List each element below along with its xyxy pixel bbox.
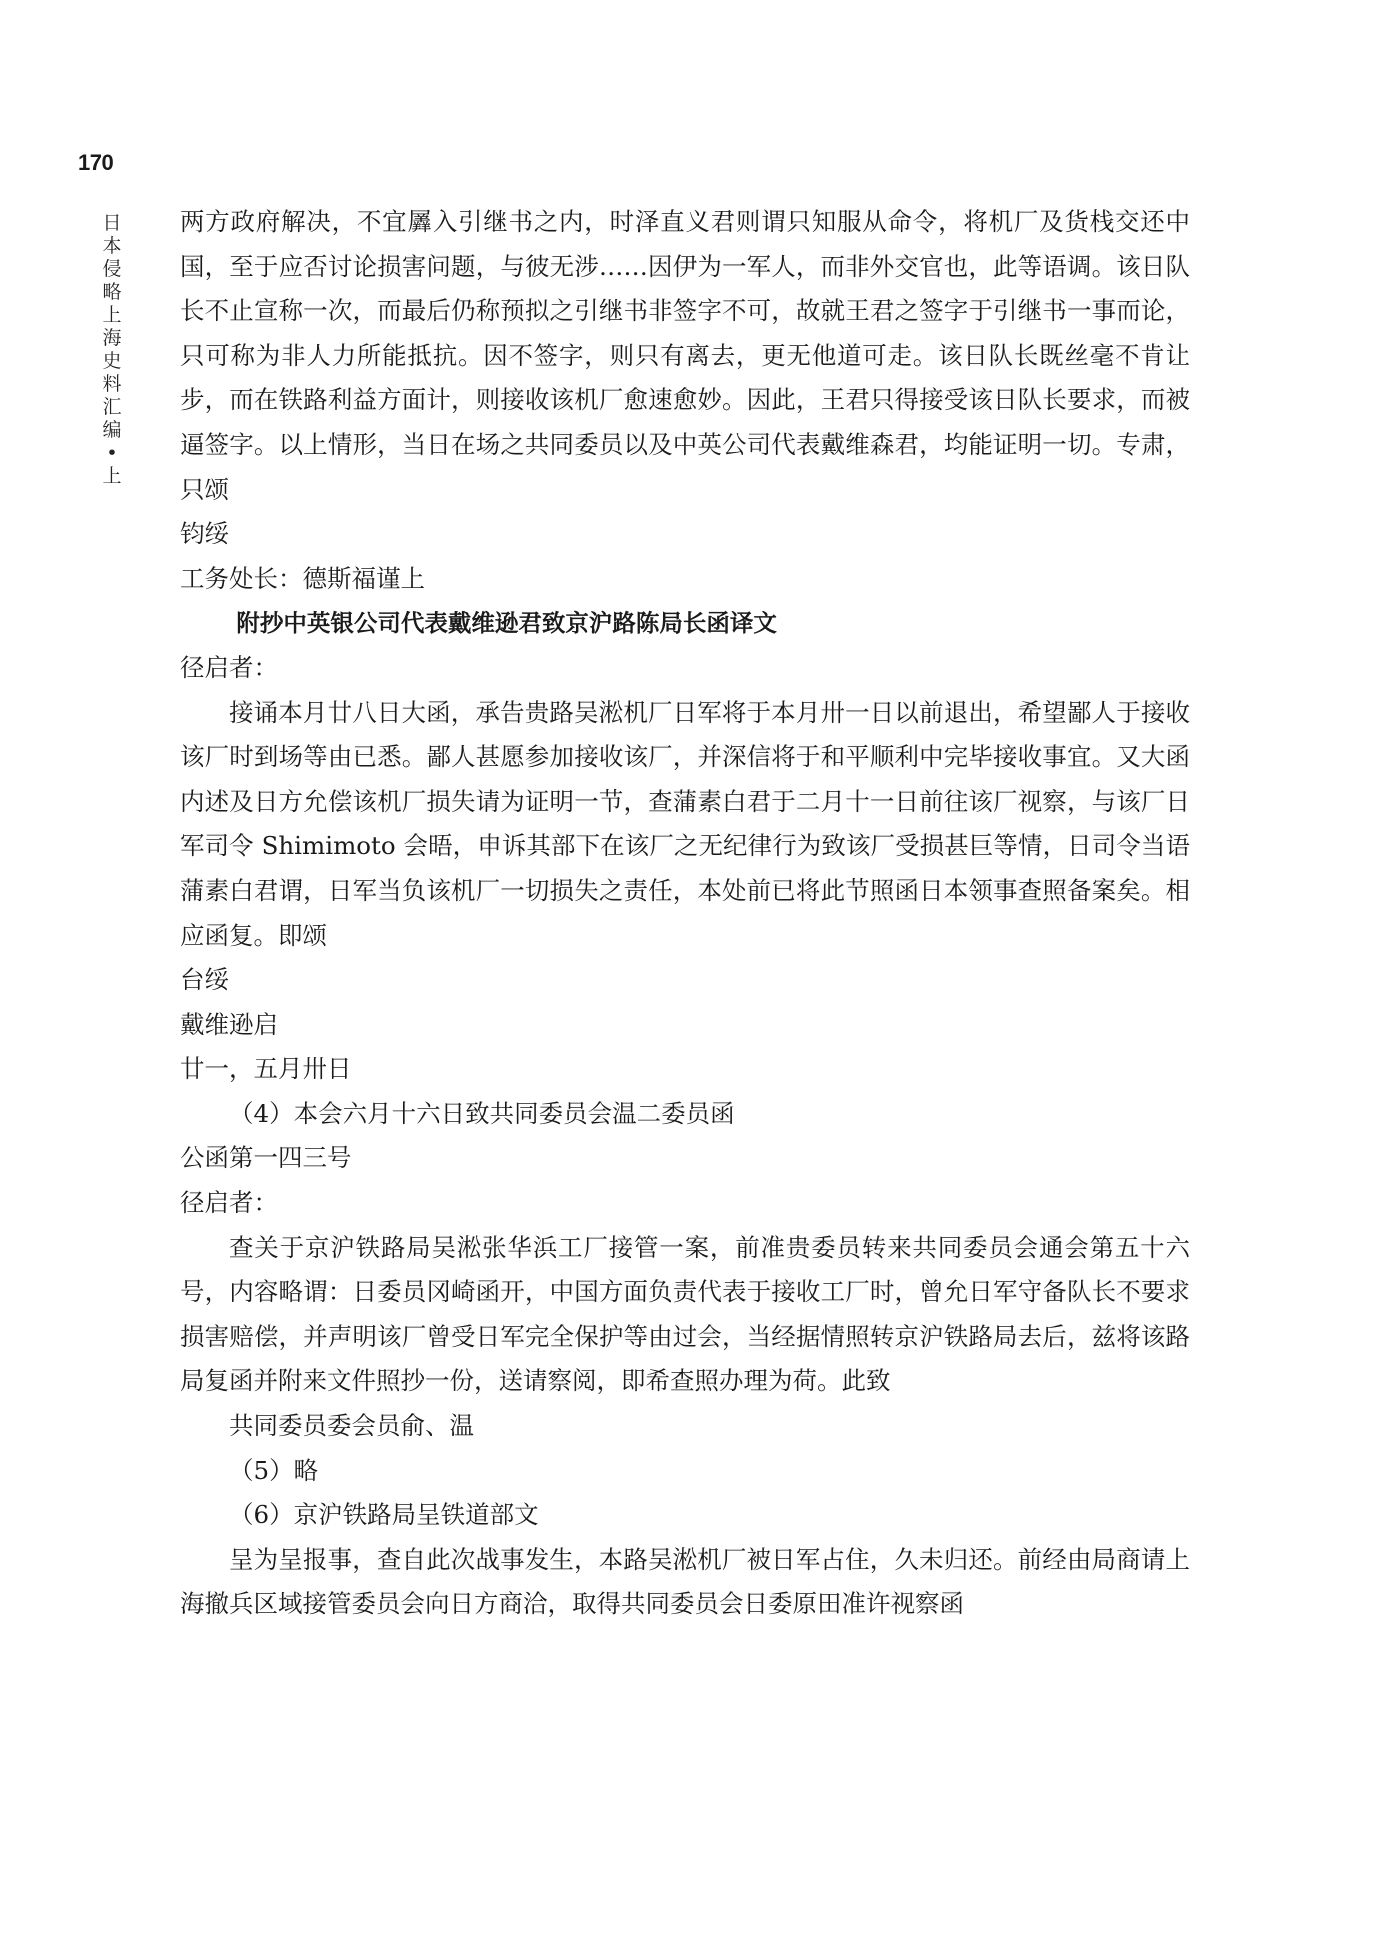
item-heading: （4）本会六月十六日致共同委员会温二委员函 [229, 1098, 735, 1128]
item-heading: （5）略 [229, 1455, 319, 1485]
running-title-char: 上 [102, 465, 122, 487]
running-title [100, 212, 124, 488]
paragraph-continued: 两方政府解决，不宜羼入引继书之内，时泽直义君则谓只知服从命令，将机厂及货栈交还中国，至于应否讨论损害问题，与彼无涉……因伊为一军人，而非外交官也，此等语调。该日队长不止宣称一次，而最后仍称预拟之引继书非签字不可，故就王君之签字于引继书一事而论，只可称为非人力所能抵抗。因不签字，则只有离去，更无他道可走。该日队长既丝毫不肯让步，而在铁路利益方面计，则接收该机厂愈速愈妙。因此，王君只得接受该日队长要求，而被逼签字。以上情形，当日在场之共同委员以及中英公司代表戴维森君，均能证明一切。专肃，只颂 [180, 207, 1190, 504]
running-title-char: 编 [102, 419, 122, 441]
running-title-char: 海 [102, 327, 122, 349]
running-title-char: 日 [102, 212, 122, 234]
letter-closing: 钧绥 [180, 519, 229, 549]
item-heading: （6）京沪铁路局呈铁道部文 [229, 1500, 539, 1530]
running-title-char: 本 [102, 235, 122, 257]
letter-paragraph: 查关于京沪铁路局吴淞张华浜工厂接管一案，前准贵委员转来共同委员会通会第五十六号，内容略谓：日委员冈崎函开，中国方面负责代表于接收工厂时，曾允日军守备队长不要求损害赔偿，并声明该厂曾受日军完全保护等由过会，当经据情照转京沪铁路局去后，兹将该路局复函并附来文件照抄一份，送请察阅，即希查照办理为荷。此致 [180, 1232, 1190, 1396]
letter-salutation: 径启者： [180, 652, 278, 682]
running-title-char: 上 [102, 304, 122, 326]
letter-date: 廿一，五月卅日 [180, 1054, 352, 1084]
running-title-char: 料 [102, 373, 122, 395]
letter-paragraph: 呈为呈报事，查自此次战事发生，本路吴淞机厂被日军占住，久未归还。前经由局商请上海撤兵区域接管委员会向日方商洽，取得共同委员会日委原田准许视察函 [180, 1544, 1190, 1619]
page-body [180, 200, 1190, 1627]
letter-signature: 戴维逊启 [180, 1009, 278, 1039]
running-title-char: • [106, 442, 118, 464]
running-title-char: 汇 [102, 396, 122, 418]
letter-recipient: 共同委员委会员俞、温 [229, 1411, 474, 1441]
letter-signature: 工务处长：德斯福谨上 [180, 563, 425, 593]
page-number: 170 [78, 150, 114, 175]
letter-paragraph: 接诵本月廿八日大函，承告贵路吴淞机厂日军将于本月卅一日以前退出，希望鄙人于接收该厂时到场等由已悉。鄙人甚愿参加接收该厂，并深信将于和平顺利中完毕接收事宜。又大函内述及日方允偿该机厂损失请为证明一节，查蒲素白君于二月十一日前往该厂视察，与该厂日军司令 Shimimoto 会晤，申诉其部下在该厂之无纪律行为致该厂受损甚巨等情，日司令当语蒲素白君谓，日军当负该机厂一切损失之责任，本处前已将此节照函日本领事查照备案矣。相应函复。即颂 [180, 697, 1190, 950]
letter-salutation: 径启者： [180, 1188, 278, 1218]
letter-closing: 台绥 [180, 965, 229, 995]
running-title-char: 侵 [102, 258, 122, 280]
running-title-char: 史 [102, 350, 122, 372]
running-title-char: 略 [102, 281, 122, 303]
document-reference: 公函第一四三号 [180, 1143, 352, 1173]
section-heading: 附抄中英银公司代表戴维逊君致京沪路陈局长函译文 [236, 609, 777, 638]
